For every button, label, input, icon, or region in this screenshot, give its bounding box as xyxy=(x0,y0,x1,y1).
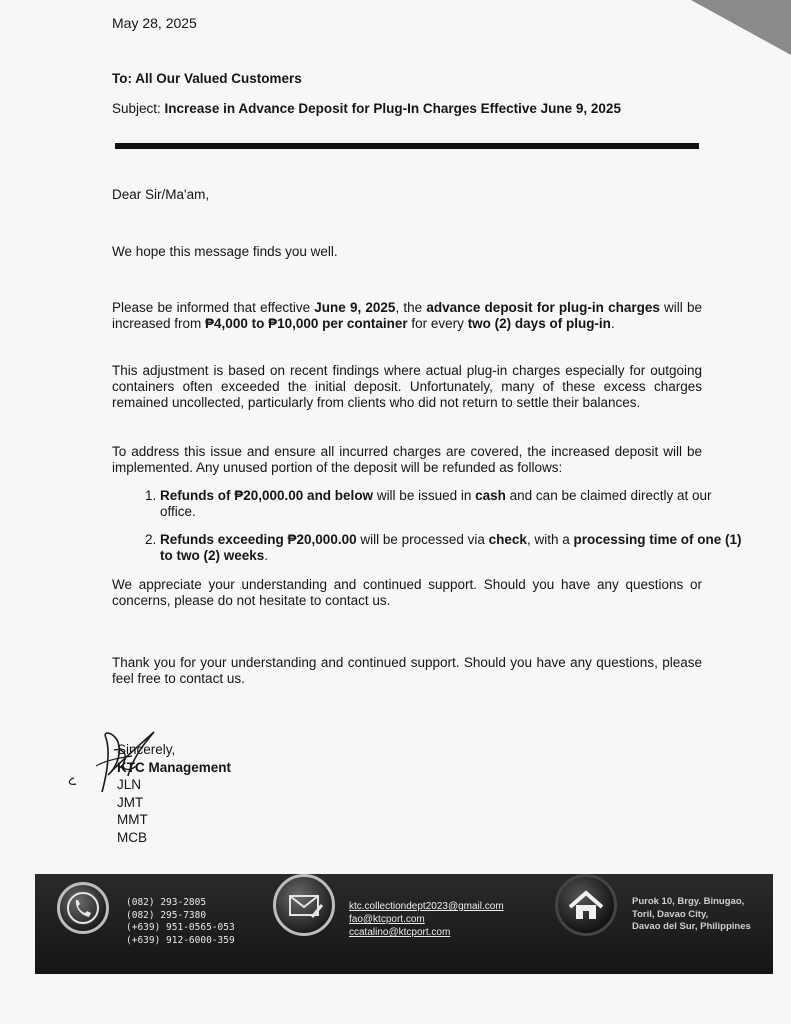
to-label: To: xyxy=(112,71,132,86)
refund1-text-b: will be issued in xyxy=(373,488,476,503)
p1-deposit-term: advance deposit for plug-in charges xyxy=(426,300,660,315)
refund-list xyxy=(112,488,748,576)
initials-3: MMT xyxy=(117,812,148,827)
refund2-text-f: . xyxy=(264,548,269,563)
contact-footer xyxy=(35,874,773,974)
paragraph-thank-you: Thank you for your understanding and continued support. Should you have any questions, please feel free to contact us. xyxy=(112,655,702,686)
refund2-processing-time: processing time of one (1) to two (2) weeks xyxy=(160,532,742,563)
paragraph-adjustment: This adjustment is based on recent findings where actual plug-in charges especially for outgoing containers often exceeded the initial deposit. Unfortunately, many of these excess charges remained uncollected, particularly from clients who did not return to settle their balances. xyxy=(112,363,702,410)
p1-text-c: , the xyxy=(395,300,427,315)
header-divider xyxy=(115,143,699,149)
address-line-3: Davao del Sur, Philippines xyxy=(632,921,751,932)
page-corner-shadow xyxy=(691,0,791,55)
email-1[interactable]: ktc.collectiondept2023@gmail.com xyxy=(349,901,504,912)
p1-text-i: . xyxy=(610,316,615,331)
refund2-text-b: will be processed via xyxy=(356,532,489,547)
address-line-2: Toril, Davao City, xyxy=(632,908,709,920)
closing: Sincerely, xyxy=(117,742,176,757)
envelope-icon xyxy=(273,874,335,936)
to-value: All Our Valued Customers xyxy=(135,71,302,86)
address-line-1: Purok 10, Brgy. Binugao, xyxy=(632,896,745,907)
home-icon xyxy=(555,874,617,936)
phone-number-3: (+639) 951-0565-053 xyxy=(126,922,235,933)
refund2-method: check xyxy=(488,532,527,547)
p1-text-g: for every xyxy=(407,316,468,331)
email-list xyxy=(349,900,504,939)
initials-4: MCB xyxy=(117,829,147,845)
closing-block xyxy=(117,741,231,846)
phone-icon xyxy=(57,882,109,934)
phone-number-2: (082) 295-7380 xyxy=(126,909,207,921)
refund1-text-d: and can be claimed directly at our office. xyxy=(160,488,712,519)
refund1-method: cash xyxy=(475,488,506,503)
signatory: KTC Management xyxy=(117,759,232,775)
recipient-line xyxy=(112,71,302,86)
initials-1: JLN xyxy=(117,777,142,792)
p1-amount: ₱4,000 to ₱10,000 per container xyxy=(205,316,408,331)
p1-effective-date: June 9, 2025 xyxy=(314,300,396,315)
subject-label: Subject: xyxy=(112,101,161,116)
initials-2: JMT xyxy=(117,794,144,810)
p1-period: two (2) days of plug-in xyxy=(467,316,611,331)
subject-value: Increase in Advance Deposit for Plug-In Charges Effective June 9, 2025 xyxy=(164,101,621,116)
paragraph-address-issue: To address this issue and ensure all incurred charges are covered, the increased deposit will be implemented. Any unused portion of the deposit will be refunded as follows: xyxy=(112,444,702,475)
paragraph-appreciation: We appreciate your understanding and continued support. Should you have any questions or concerns, please do not hesitate to contact us. xyxy=(112,577,702,608)
phone-numbers xyxy=(126,897,235,947)
email-3[interactable]: ccatalino@ktcport.com xyxy=(349,927,451,938)
address-block xyxy=(632,896,773,934)
phone-number-4: (+639) 912-6000-359 xyxy=(126,934,235,946)
refund-item-check xyxy=(160,532,748,564)
letter-date: May 28, 2025 xyxy=(112,15,197,31)
paragraph-effective xyxy=(112,300,702,332)
refund-item-cash xyxy=(160,488,748,520)
refund2-text-d: , with a xyxy=(526,532,574,547)
phone-number-1: (082) 293-2805 xyxy=(126,897,207,908)
refund2-threshold: Refunds exceeding ₱20,000.00 xyxy=(160,532,357,547)
email-2[interactable]: fao@ktcport.com xyxy=(349,914,425,925)
refund1-threshold: Refunds of ₱20,000.00 and below xyxy=(160,488,374,503)
greeting: We hope this message finds you well. xyxy=(112,244,338,259)
p1-text-a: Please be informed that effective xyxy=(112,300,315,315)
subject-line xyxy=(112,101,621,116)
p1-text-e: will be increased from xyxy=(112,300,703,331)
salutation: Dear Sir/Ma'am, xyxy=(112,187,210,202)
